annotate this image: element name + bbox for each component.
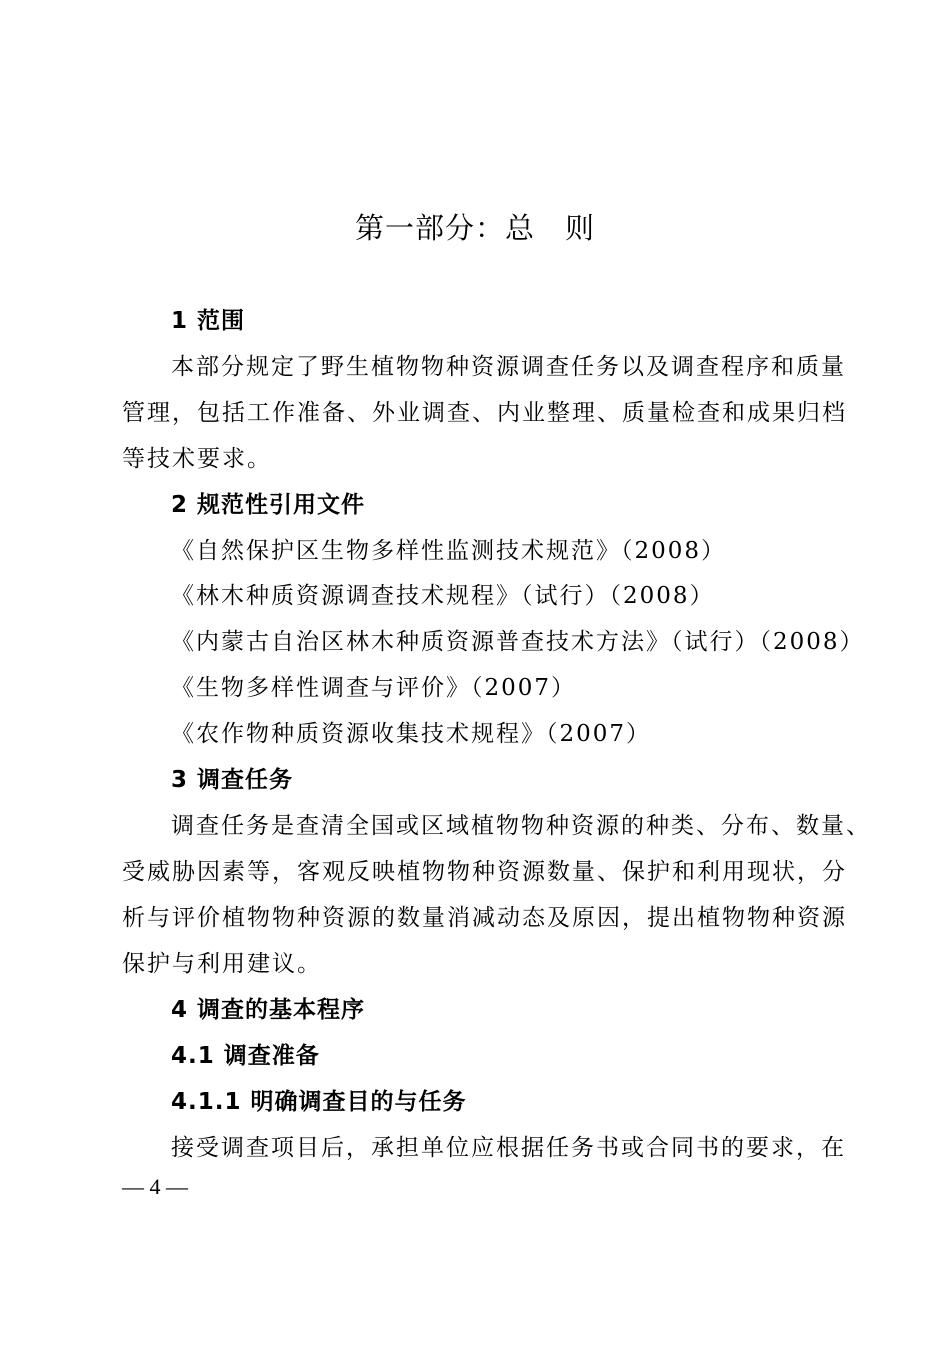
section-heading-scope: 1 范围 — [171, 308, 246, 334]
paragraph-line: 调查任务是查清全国或区域植物物种资源的种类、分布、数量、 — [171, 813, 871, 839]
reference-item: 《内蒙古自治区林木种质资源普查技术方法》（试行）（2008） — [171, 629, 865, 655]
reference-item: 《农作物种质资源收集技术规程》（2007） — [171, 721, 652, 747]
subsection-heading-purpose: 4.1.1 明确调查目的与任务 — [171, 1089, 467, 1115]
paragraph-line: 接受调查项目后，承担单位应根据任务书或合同书的要求，在 — [171, 1135, 846, 1161]
section-heading-procedure: 4 调查的基本程序 — [171, 997, 366, 1023]
paragraph-line: 保护与利用建议。 — [122, 951, 322, 977]
section-heading-tasks: 3 调查任务 — [171, 767, 294, 793]
section-heading-references: 2 规范性引用文件 — [171, 492, 366, 518]
page-title: 第一部分：总 则 — [354, 211, 595, 245]
reference-item: 《生物多样性调查与评价》（2007） — [171, 675, 577, 701]
subsection-heading-preparation: 4.1 调查准备 — [171, 1043, 320, 1069]
paragraph-line: 受威胁因素等，客观反映植物物种资源数量、保护和利用现状，分 — [122, 859, 847, 885]
paragraph-line: 本部分规定了野生植物物种资源调查任务以及调查程序和质量 — [171, 354, 846, 380]
paragraph-line: 管理，包括工作准备、外业调查、内业整理、质量检查和成果归档 — [122, 400, 847, 426]
reference-item: 《林木种质资源调查技术规程》（试行）（2008） — [171, 583, 715, 609]
paragraph-line: 等技术要求。 — [122, 446, 272, 472]
reference-item: 《自然保护区生物多样性监测技术规范》（2008） — [171, 538, 727, 564]
page-number: — 4 — — [122, 1174, 188, 1199]
paragraph-line: 析与评价植物物种资源的数量消减动态及原因，提出植物物种资源 — [122, 905, 847, 931]
